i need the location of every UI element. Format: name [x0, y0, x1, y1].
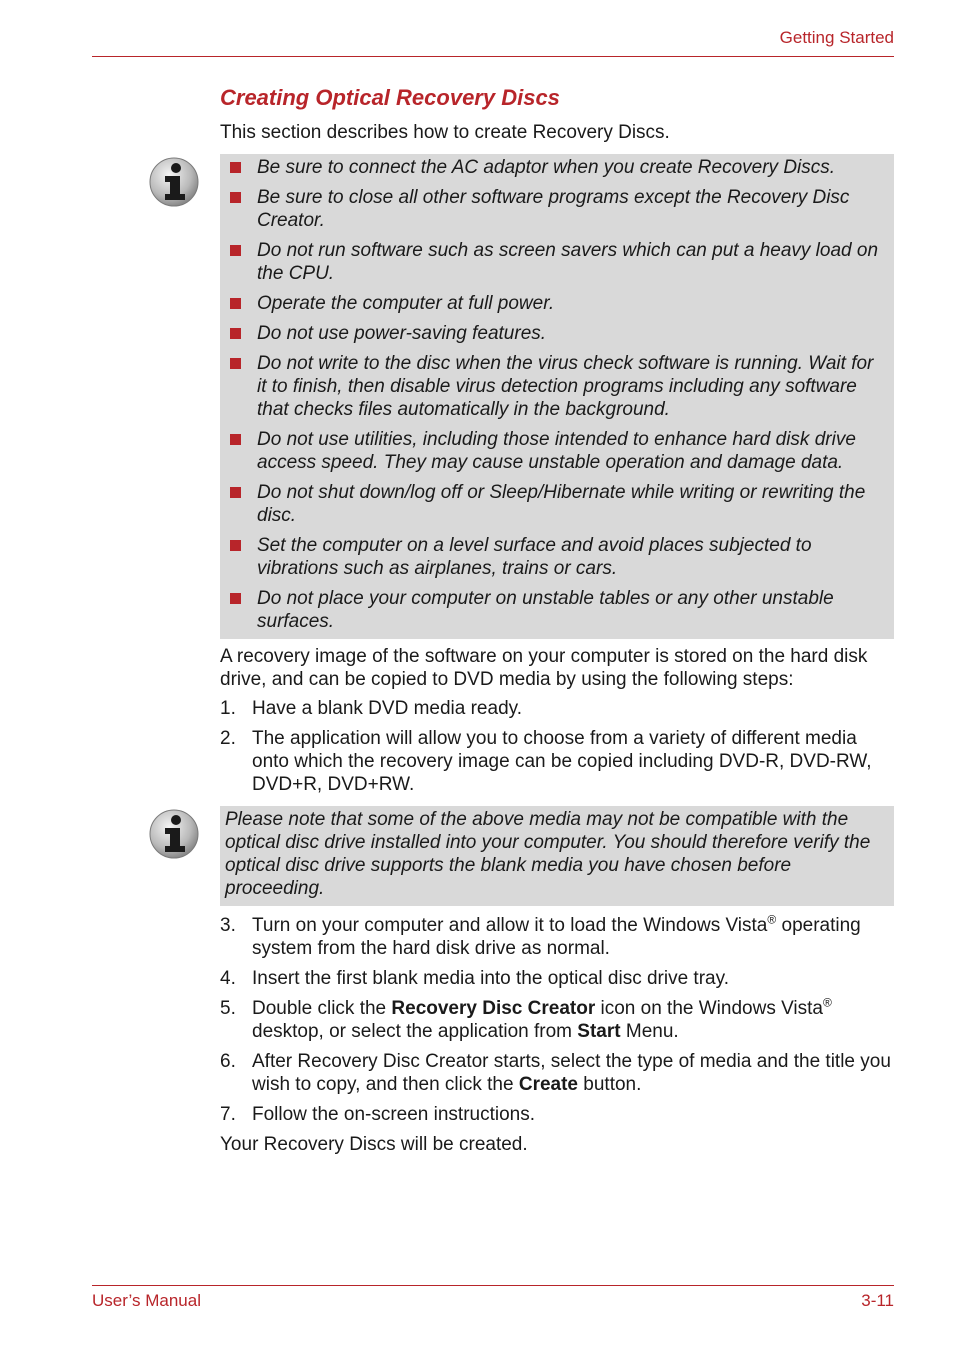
bullet-square-icon [230, 358, 241, 369]
recovery-image-paragraph: A recovery image of the software on your computer is stored on the hard disk drive, and can be copied to DVD media by using the following steps: [220, 646, 868, 690]
intro-paragraph: This section describes how to create Recovery Discs. [220, 122, 670, 143]
note-bullet: Be sure to connect the AC adaptor when you create Recovery Discs. [225, 156, 886, 179]
note-box-2-content [220, 806, 894, 906]
note-bullet: Do not run software such as screen savers which can put a heavy load on the CPU. [225, 239, 886, 285]
note-bullet-list [225, 156, 886, 633]
page-content [220, 84, 894, 1156]
info-icon [148, 808, 200, 860]
note-bullet: Set the computer on a level surface and avoid places subjected to vibrations such as airplanes, trains or cars. [225, 534, 886, 580]
bullet-square-icon [230, 593, 241, 604]
section-title: Creating Optical Recovery Discs [220, 85, 560, 110]
closing-paragraph: Your Recovery Discs will be created. [220, 1134, 528, 1155]
note-bullet: Do not place your computer on unstable tables or any other unstable surfaces. [225, 587, 886, 633]
note-bullet: Operate the computer at full power. [225, 292, 886, 315]
bullet-square-icon [230, 162, 241, 173]
steps-list-b [220, 914, 894, 1126]
note-box-1 [220, 154, 894, 639]
bullet-square-icon [230, 298, 241, 309]
note-bullet: Do not write to the disc when the virus check software is running. Wait for it to finish, then disable virus detection programs including any software that checks files automatically in the background. [225, 352, 886, 421]
note-bullet: Do not use utilities, including those intended to enhance hard disk drive access speed. They may cause unstable operation and damage data. [225, 428, 886, 474]
steps-list-a [220, 697, 894, 796]
bullet-square-icon [230, 434, 241, 445]
step-item: 5. Double click the Recovery Disc Creator icon on the Windows Vista® desktop, or select the application from Start Menu. [220, 995, 832, 1042]
step-item: 7. Follow the on-screen instructions. [220, 1104, 536, 1125]
footer-rule [92, 1285, 894, 1286]
note-bullet: Do not use power-saving features. [225, 322, 886, 345]
note-bullet: Be sure to close all other software programs except the Recovery Disc Creator. [225, 186, 886, 232]
running-header: Getting Started [779, 28, 894, 47]
step-item: 4. Insert the first blank media into the optical disc drive tray. [220, 968, 729, 989]
bullet-square-icon [230, 328, 241, 339]
bullet-square-icon [230, 245, 241, 256]
step-item: 1. Have a blank DVD media ready. [220, 698, 522, 719]
info-icon [148, 156, 200, 208]
header-rule [92, 56, 894, 57]
note-box-2 [220, 806, 894, 906]
footer-manual-label: User’s Manual [92, 1291, 201, 1310]
step-item: 3. Turn on your computer and allow it to load the Windows Vista® operating system from the hard disk drive as normal. [220, 912, 861, 959]
page-number: 3-11 [861, 1291, 894, 1310]
step-item: 2. The application will allow you to choose from a variety of different media onto which the recovery image can be copied including DVD-R, DVD-RW, DVD+R, DVD+RW. [220, 728, 872, 795]
bullet-square-icon [230, 487, 241, 498]
note-bullet: Do not shut down/log off or Sleep/Hibernate while writing or rewriting the disc. [225, 481, 886, 527]
note-box-1-content [220, 154, 894, 639]
note-text: Please note that some of the above media may not be compatible with the optical disc drive installed into your computer. You should therefore verify the optical disc drive supports the blank media you have chosen before proceeding. [225, 809, 871, 899]
step-item: 6. After Recovery Disc Creator starts, select the type of media and the title you wish to copy, and then click the Create button. [220, 1051, 891, 1095]
bullet-square-icon [230, 192, 241, 203]
bullet-square-icon [230, 540, 241, 551]
